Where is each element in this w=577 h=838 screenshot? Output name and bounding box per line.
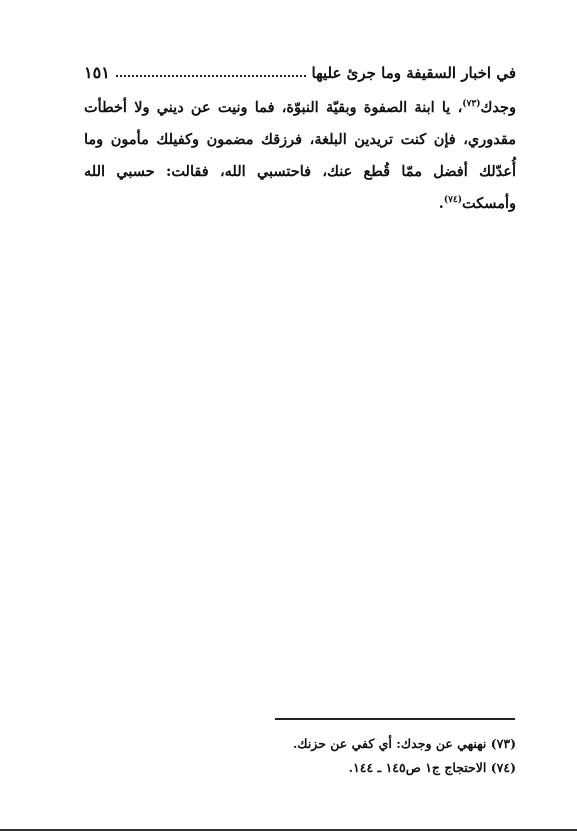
footnote-separator [275, 718, 515, 720]
footnote-74: (٧٤) الاحتجاج ج١ ص١٤٥ ـ ١٤٤. [348, 760, 516, 775]
footnote-73: (٧٣) نهنهي عن وجدك: أي كفي عن حزنك. [292, 736, 516, 751]
main-paragraph [84, 92, 516, 220]
dotted-leader [116, 74, 306, 77]
text-segment: وجدك [480, 99, 516, 116]
running-header [84, 58, 516, 82]
text-segment: ، يا ابنة الصفوة وبقيّة النبوّة، فما ونيت عن ديني ولا أخطأت مقدوري، فإن كنت تريدين البلغة، فرزقك مضمون وكفيلك مأمون وما أُعدّلك أفضل ممّا قُطع عنك، فاحتسبي الله، فقالت: حسبي الله وأمسكت [84, 99, 516, 212]
footnote-ref-74: (٧٤) [443, 195, 463, 206]
paragraph-text [84, 92, 516, 220]
page-bottom-edge [0, 829, 577, 831]
running-header-title: في اخبار السقيفة وما جرئ عليها [311, 64, 516, 82]
footnotes [84, 732, 516, 780]
page-number: ١٥١ [84, 63, 110, 82]
text-segment: . [438, 195, 444, 212]
footnote-ref-73: (٧٣) [462, 99, 481, 110]
